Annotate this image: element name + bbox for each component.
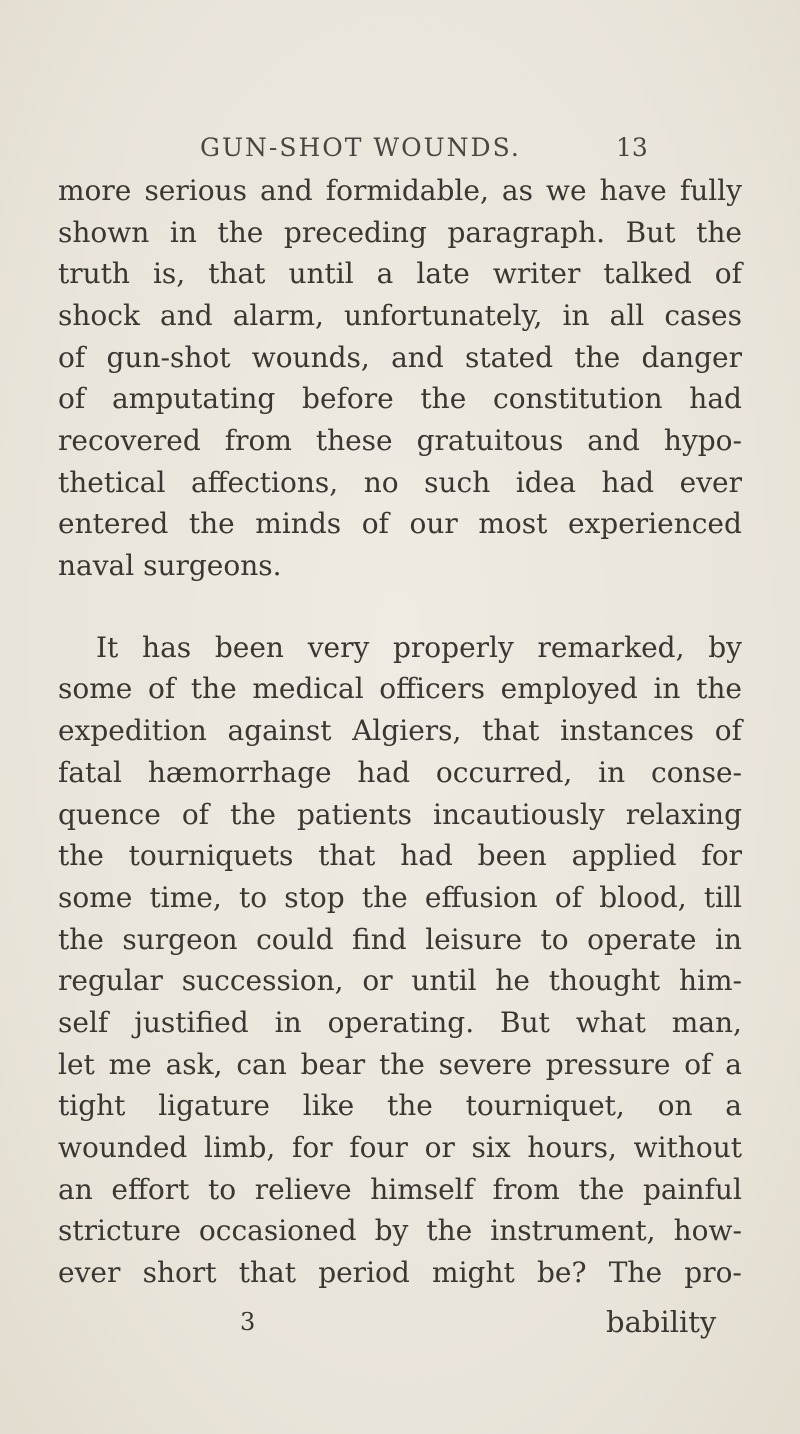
text-line: ever short that period might be? The pro- [58,1256,742,1289]
text-line: tight ligature like the tourniquet, on a [58,1089,742,1122]
page-footer [0,1300,800,1344]
text-line: the surgeon could find leisure to operate in [58,923,742,956]
text-line: stricture occasioned by the instrument, how- [58,1214,742,1247]
text-line: naval surgeons. [58,549,282,582]
text-line: an effort to relieve himself from the painful [58,1173,742,1206]
text-line: some of the medical officers employed in the [58,672,742,705]
text-line: wounded limb, for four or six hours, without [58,1131,742,1164]
text-line: entered the minds of our most experienced [58,507,742,540]
running-title: GUN-SHOT WOUNDS. [200,133,521,162]
text-line: expedition against Algiers, that instances of [58,714,742,747]
text-line: It has been very properly remarked, by [96,631,742,664]
text-line: shown in the preceding paragraph. But the [58,216,742,249]
text-line: shock and alarm, unfortunately, in all cases [58,299,742,332]
text-line: self justified in operating. But what man, [58,1006,742,1039]
text-line: thetical affections, no such idea had ever [58,466,742,499]
page-number: 13 [616,133,648,162]
text-line: truth is, that until a late writer talked of [58,257,742,290]
text-line: the tourniquets that had been applied for [58,839,742,872]
text-line: regular succession, or until he thought him- [58,964,742,997]
text-line: recovered from these gratuitous and hypo- [58,424,742,457]
text-line: of amputating before the constitution had [58,382,742,415]
signature-mark: 3 [240,1308,256,1336]
text-line: of gun-shot wounds, and stated the danger [58,341,742,374]
text-line: let me ask, can bear the severe pressure of a [58,1048,742,1081]
text-line: fatal hæmorrhage had occurred, in conse- [58,756,742,789]
text-line: more serious and formidable, as we have fully [58,174,742,207]
page-header [0,133,800,173]
text-line: quence of the patients incautiously relaxing [58,798,742,831]
text-line: some time, to stop the effusion of blood, till [58,881,742,914]
catchword: bability [606,1305,717,1339]
